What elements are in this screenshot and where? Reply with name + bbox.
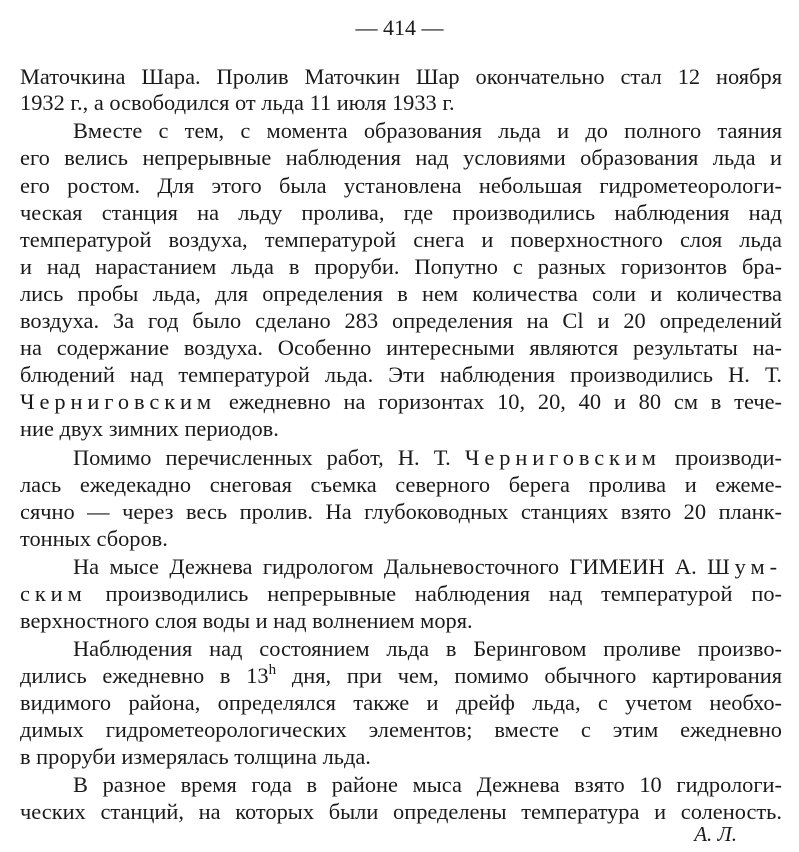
- person-name: Шум-: [707, 554, 782, 579]
- text-line: блюдений над температурой льда. Эти наблюдения производились Н. Т.: [20, 362, 782, 387]
- text-line: лись пробы льда, для определения в нем количества соли и количества: [20, 281, 782, 306]
- text-line: ческих станций, на которых были определены температура и соленость.: [20, 799, 782, 824]
- text-line: в проруби измерялась толщина льда.: [20, 744, 371, 769]
- text-line: Помимо перечисленных работ, Н. Т. Черниговским производи-: [73, 445, 782, 470]
- page-number: — 414 —: [355, 15, 444, 40]
- text-line: Вместе с тем, с момента образования льда и до полного таяния: [73, 118, 782, 143]
- text-line: видимого района, определялся также и дрейф льда, с учетом необхо-: [20, 690, 782, 715]
- text-line: и над нарастанием льда в проруби. Попутно с разных горизонтов бра-: [20, 254, 782, 279]
- text-line: тонных сборов.: [20, 526, 168, 551]
- superscript: h: [268, 662, 277, 678]
- text-line: его велись непрерывные наблюдения над условиями образования льда и: [20, 145, 782, 170]
- text-line: его ростом. Для этого была установлена небольшая гидрометеорологи-: [20, 173, 782, 198]
- text-line: димых гидрометеорологических элементов; вместе с этим ежедневно: [20, 717, 782, 742]
- text-line: ческая станция на льду пролива, где производились наблюдения над: [20, 200, 782, 225]
- person-name: Черниговским: [20, 389, 217, 414]
- text-line: Маточкина Шара. Пролив Маточкин Шар окончательно стал 12 ноября: [20, 64, 782, 89]
- text-line: 1932 г., а освободился от льда 11 июля 1933 г.: [20, 90, 455, 115]
- text-line: верхностного слоя воды и над волнением моря.: [20, 608, 473, 633]
- text-line: Наблюдения над состоянием льда в Беринговом проливе произво-: [73, 636, 782, 661]
- text-line: На мысе Дежнева гидрологом Дальневосточного ГИМЕИН А. Шум-: [73, 554, 782, 579]
- person-name: Черниговским: [464, 445, 661, 470]
- text-line: дились ежедневно в 13$^h$ дня, при чем, помимо обычного картирования: [20, 662, 782, 688]
- text-line: температурой воздуха, температурой снега и поверхностного слоя льда: [20, 227, 782, 252]
- text-line: воздуха. За год было сделано 283 определения на Cl и 20 определений: [20, 308, 782, 333]
- text-line: В разное время года в районе мыса Дежнева взято 10 гидрологи-: [73, 772, 782, 797]
- text-line: Черниговским ежедневно на горизонтах 10, 20, 40 и 80 см в тече-: [20, 389, 782, 414]
- text-line: сячно — через весь пролив. На глубоководных станциях взято 20 планк-: [20, 499, 782, 524]
- text-line: ние двух зимних периодов.: [20, 416, 279, 441]
- text-line: на содержание воздуха. Особенно интересными являются результаты на-: [20, 335, 782, 360]
- author-initials: А. Л.: [694, 822, 737, 846]
- text-line: лась ежедекадно снеговая съемка северного берега пролива и ежеме-: [20, 472, 782, 497]
- text-line: ским производились непрерывные наблюдения над температурой по-: [20, 581, 782, 606]
- person-name: ским: [20, 581, 87, 606]
